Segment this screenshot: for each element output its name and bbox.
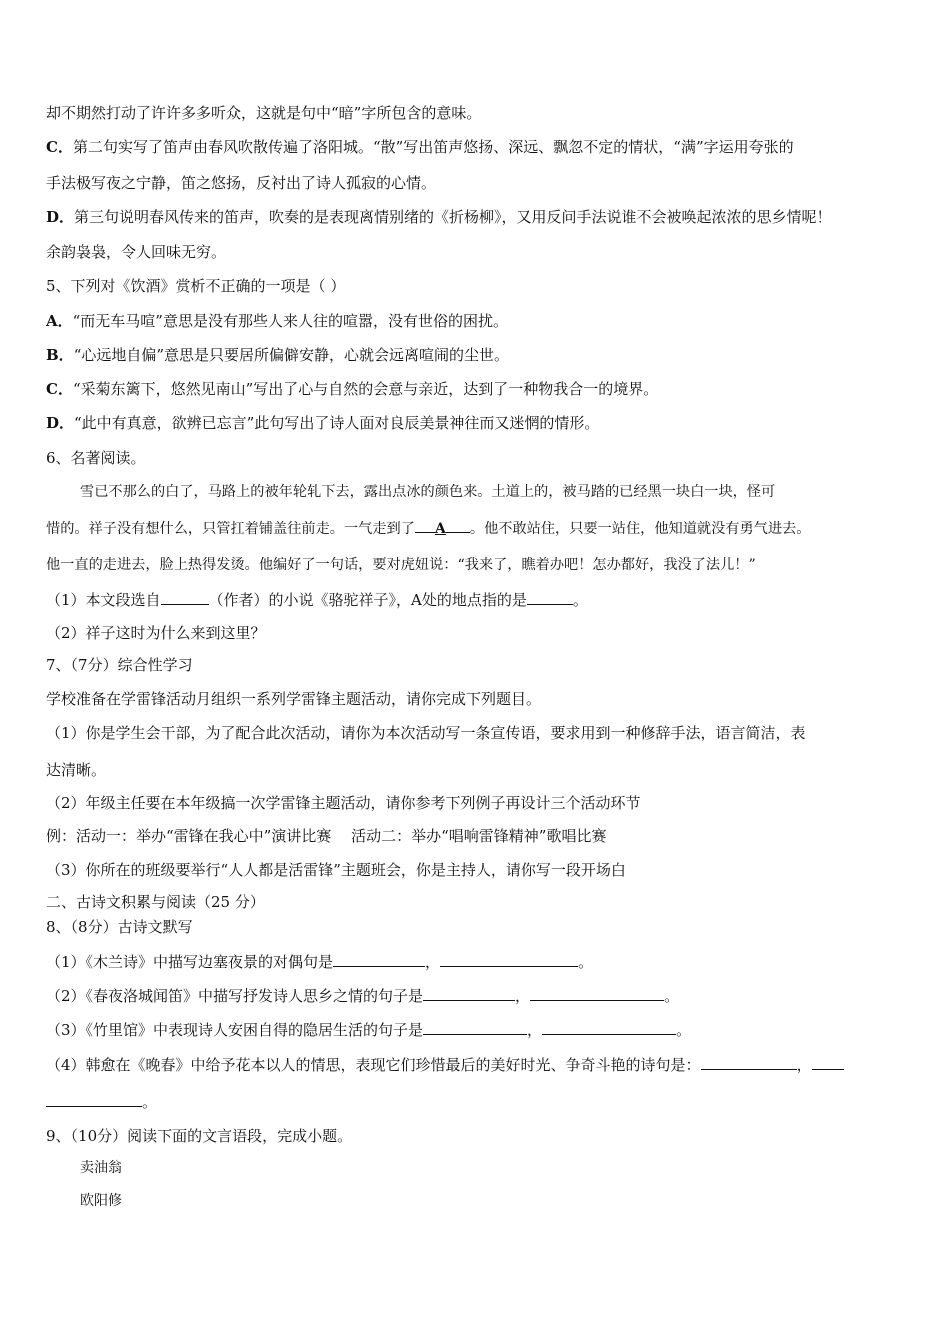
section-2-heading: 二、古诗文积累与阅读（25 分）: [46, 893, 265, 911]
option-c-line-2: 手法极写夜之宁静，笛之悠扬，反衬出了诗人孤寂的心情。: [46, 174, 437, 192]
option-d-line-2: 余韵袅袅，令人回味无穷。: [46, 243, 227, 261]
q5-option-a: [46, 311, 914, 331]
answer-blank[interactable]: [46, 1092, 142, 1107]
q8-sub-2: [46, 986, 914, 1006]
question-text: （作者）的小说《骆驼祥子》，A处的地点指的是: [208, 591, 527, 609]
classical-text-title: 卖油翁: [80, 1160, 122, 1176]
punctuation: ，: [796, 1056, 812, 1074]
story-text: 惜的。祥子没有想什么，只管扛着铺盖往前走。一气走到了: [46, 521, 415, 537]
option-text: 第二句实写了笛声由春风吹散传遍了洛阳城。“散”写出笛声悠扬、深远、飘忽不定的情状，“满”字运用夸张的: [72, 138, 794, 156]
question-7-title: 7、（7分）综合性学习: [46, 656, 193, 674]
q6-sub-1: [46, 590, 914, 610]
punctuation: ，: [527, 1021, 543, 1039]
q6-story-line-1: 雪已不那么的白了，马路上的被年轮轧下去，露出点冰的颜色来。土道上的，被马踏的已经黑一块白一块，怪可: [80, 484, 776, 500]
question-text: （1）本文段选自: [46, 591, 161, 609]
q6-story-line-2: [46, 518, 914, 539]
answer-blank[interactable]: [530, 986, 664, 1001]
answer-blank[interactable]: [701, 1055, 797, 1070]
q8-sub-4: [46, 1055, 914, 1075]
q7-sub-2: （2）年级主任要在本年级搞一次学雷锋主题活动，请你参考下列例子再设计三个活动环节: [46, 794, 641, 812]
option-text: “采菊东篱下，悠然见南山”写出了心与自然的会意与亲近，达到了一种物我合一的境界。: [72, 380, 659, 398]
question-text: （1）《木兰诗》中描写边塞夜景的对偶句是: [46, 953, 334, 971]
answer-blank[interactable]: [527, 590, 573, 605]
answer-blank[interactable]: [542, 1020, 676, 1035]
q6-sub-2: （2）祥子这时为什么来到这里？: [46, 624, 266, 642]
q7-intro: 学校准备在学雷锋活动月组织一系列学雷锋主题活动，请你完成下列题目。: [46, 690, 542, 708]
option-label: B．: [46, 346, 74, 364]
option-label: A．: [46, 312, 73, 330]
punctuation: 。: [142, 1093, 158, 1111]
carryover-paragraph: 却不期然打动了许许多多听众，这就是句中“暗”字所包含的意味。: [46, 104, 482, 122]
blank-line: [415, 518, 435, 533]
option-text: “心远地自偏”意思是只要居所偏僻安静，心就会远离喧闹的尘世。: [73, 346, 510, 364]
question-text: 。: [572, 591, 588, 609]
option-text: “此中有真意，欲辨已忘言”此句写出了诗人面对良辰美景神往而又迷惘的情形。: [74, 414, 600, 432]
q7-sub-1-line-2: 达清晰。: [46, 761, 107, 779]
story-text: 。他不敢站住，只要一站住，他知道就没有勇气进去。: [469, 521, 811, 537]
answer-blank[interactable]: [161, 590, 209, 605]
question-text: （4）韩愈在《晚春》中给予花本以人的情思，表现它们珍惜最后的美好时光、争奇斗艳的诗句是：: [46, 1056, 701, 1074]
question-9-title: 9、（10分）阅读下面的文言语段，完成小题。: [46, 1127, 353, 1145]
punctuation: 。: [676, 1021, 692, 1039]
punctuation: 。: [578, 953, 594, 971]
question-text: （2）《春夜洛城闻笛》中描写抒发诗人思乡之情的句子是: [46, 987, 424, 1005]
question-text: （3）《竹里馆》中表现诗人安困自得的隐居生活的句子是: [46, 1021, 424, 1039]
answer-blank[interactable]: [423, 1020, 527, 1035]
blank-mark-a: A: [434, 521, 446, 537]
q5-option-b: [46, 345, 914, 365]
option-text: 第三句说明春风传来的笛声，吹奏的是表现离情别绪的《折杨柳》，又用反问手法说谁不会被唤起浓浓的思乡情呢！: [74, 208, 832, 226]
option-d-line-1: [46, 207, 914, 227]
punctuation: ，: [425, 953, 441, 971]
q8-sub-3: [46, 1020, 914, 1040]
option-label: D．: [46, 208, 75, 226]
question-8-title: 8、（8分）古诗文默写: [46, 918, 193, 936]
option-label: C．: [46, 380, 73, 398]
answer-blank[interactable]: [812, 1055, 844, 1070]
q5-option-c: [46, 379, 914, 399]
classical-text-author: 欧阳修: [80, 1193, 122, 1209]
answer-blank[interactable]: [423, 986, 515, 1001]
blank-line: [446, 518, 470, 533]
option-label: C．: [46, 138, 73, 156]
question-5-title: 5、下列对《饮酒》赏析不正确的一项是（ ）: [46, 277, 346, 295]
q5-option-d: [46, 413, 914, 433]
q6-story-line-3: 他一直的走进去，脸上热得发烫。他编好了一句话，要对虎妞说：“我来了，瞧着办吧！怎办都好，我没了法儿！”: [46, 557, 756, 573]
option-c-line-1: [46, 137, 914, 157]
punctuation: 。: [664, 987, 680, 1005]
question-6-title: 6、名著阅读。: [46, 449, 146, 467]
punctuation: ，: [515, 987, 531, 1005]
answer-blank[interactable]: [333, 952, 425, 967]
q7-example: 例：活动一：举办“雷锋在我心中”演讲比赛 活动二：举办“唱响雷锋精神”歌唱比赛: [46, 827, 607, 845]
q7-sub-1-line-1: （1）你是学生会干部，为了配合此次活动，请你为本次活动写一条宣传语，要求用到一种修辞手法，语言简洁，表: [46, 724, 806, 742]
option-label: D．: [46, 414, 75, 432]
option-text: “而无车马喧”意思是没有那些人来人往的喧嚣，没有世俗的困扰。: [72, 312, 508, 330]
answer-blank[interactable]: [440, 952, 578, 967]
q7-sub-3: （3）你所在的班级要举行“人人都是活雷锋”主题班会，你是主持人，请你写一段开场白: [46, 861, 626, 879]
q8-sub-1: [46, 952, 914, 972]
q8-sub-4-continued: [46, 1092, 914, 1112]
